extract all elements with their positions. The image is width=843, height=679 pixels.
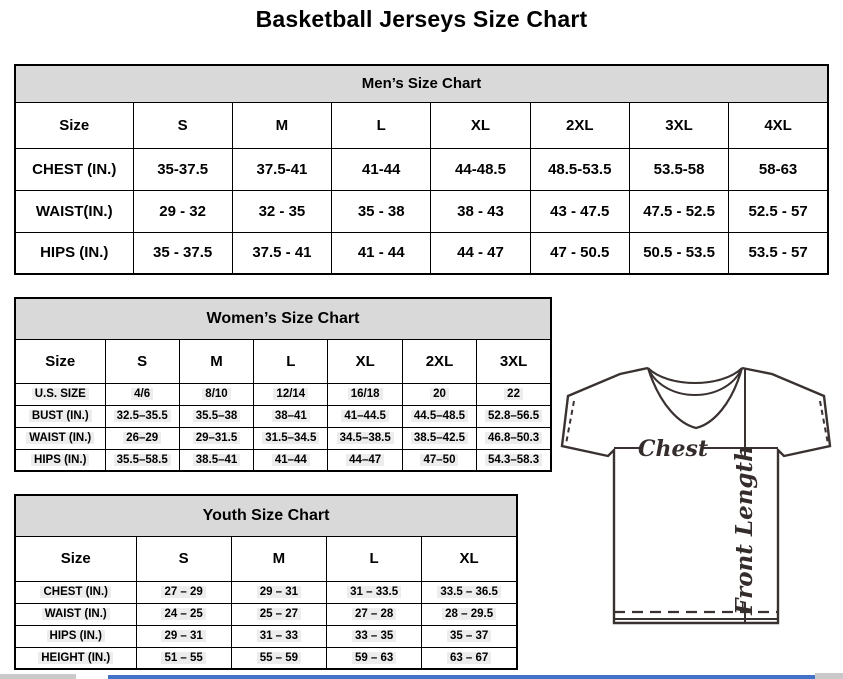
column-header: S bbox=[136, 536, 231, 581]
table-cell bbox=[327, 603, 422, 625]
cell-value: 51 – 55 bbox=[161, 652, 205, 664]
table-row bbox=[15, 405, 551, 427]
column-header: L bbox=[332, 102, 431, 148]
table-cell bbox=[328, 449, 402, 471]
table-cell bbox=[179, 405, 253, 427]
table-row bbox=[15, 625, 517, 647]
table-cell bbox=[402, 383, 476, 405]
cell-value: 29 – 31 bbox=[161, 630, 205, 642]
table-cell bbox=[136, 625, 231, 647]
table-cell bbox=[231, 581, 326, 603]
column-header: 2XL bbox=[402, 339, 476, 383]
table-cell bbox=[136, 647, 231, 669]
table-row bbox=[15, 298, 551, 339]
table-cell bbox=[422, 647, 517, 669]
cell-value: 22 bbox=[504, 388, 523, 400]
front-length-label: Front Length bbox=[731, 445, 758, 615]
cell-value: 52.8–56.5 bbox=[485, 410, 542, 422]
table-cell bbox=[179, 383, 253, 405]
row-label-text: WAIST (IN.) bbox=[42, 608, 110, 620]
table-cell: 53.5 - 57 bbox=[729, 232, 828, 274]
jersey-measurement-diagram bbox=[556, 360, 838, 628]
table-cell bbox=[422, 625, 517, 647]
table-cell: 44 - 47 bbox=[431, 232, 530, 274]
column-header: XL bbox=[431, 102, 530, 148]
cell-value: 44–47 bbox=[346, 454, 384, 466]
table-cell: 48.5-53.5 bbox=[530, 148, 629, 190]
cell-value: 34.5–38.5 bbox=[337, 432, 394, 444]
chest-label: Chest bbox=[637, 436, 709, 462]
column-header: Size bbox=[15, 536, 136, 581]
mens-size-table bbox=[14, 64, 829, 275]
table-cell bbox=[105, 427, 179, 449]
table-cell: 35 - 37.5 bbox=[133, 232, 232, 274]
cell-value: 41–44 bbox=[272, 454, 310, 466]
cell-value: 44.5–48.5 bbox=[411, 410, 468, 422]
column-header: M bbox=[231, 536, 326, 581]
womens-table-title: Women’s Size Chart bbox=[15, 298, 551, 339]
row-label-text: BUST (IN.) bbox=[29, 410, 92, 422]
table-cell bbox=[105, 383, 179, 405]
column-header: 4XL bbox=[729, 102, 828, 148]
row-label: WAIST(IN.) bbox=[15, 190, 133, 232]
table-cell bbox=[179, 449, 253, 471]
row-label bbox=[15, 449, 105, 471]
column-header: M bbox=[179, 339, 253, 383]
table-row bbox=[15, 581, 517, 603]
table-cell: 29 - 32 bbox=[133, 190, 232, 232]
column-header: XL bbox=[422, 536, 517, 581]
column-header: M bbox=[232, 102, 331, 148]
table-row bbox=[15, 65, 828, 102]
table-cell: 35 - 38 bbox=[332, 190, 431, 232]
jersey-outline bbox=[562, 368, 830, 623]
cell-value: 59 – 63 bbox=[352, 652, 396, 664]
cell-value: 20 bbox=[430, 388, 449, 400]
table-cell: 50.5 - 53.5 bbox=[629, 232, 728, 274]
cell-value: 38.5–42.5 bbox=[411, 432, 468, 444]
table-row bbox=[15, 102, 828, 148]
cell-value: 33.5 – 36.5 bbox=[437, 586, 501, 598]
table-cell: 53.5-58 bbox=[629, 148, 728, 190]
table-row bbox=[15, 232, 828, 274]
table-cell bbox=[328, 383, 402, 405]
page-title: Basketball Jerseys Size Chart bbox=[255, 6, 588, 32]
youth-size-table bbox=[14, 494, 518, 670]
cell-value: 46.8–50.3 bbox=[485, 432, 542, 444]
collar-band-line bbox=[648, 368, 742, 383]
column-header: L bbox=[254, 339, 328, 383]
table-cell bbox=[254, 383, 328, 405]
table-cell bbox=[254, 427, 328, 449]
table-cell: 52.5 - 57 bbox=[729, 190, 828, 232]
table-cell bbox=[402, 405, 476, 427]
table-cell bbox=[328, 427, 402, 449]
row-label bbox=[15, 581, 136, 603]
row-label-text: HEIGHT (IN.) bbox=[38, 652, 113, 664]
table-cell bbox=[477, 383, 551, 405]
table-cell bbox=[327, 647, 422, 669]
cell-value: 27 – 29 bbox=[161, 586, 205, 598]
table-cell: 32 - 35 bbox=[232, 190, 331, 232]
mens-table-title: Men’s Size Chart bbox=[15, 65, 828, 102]
cell-value: 35.5–58.5 bbox=[114, 454, 171, 466]
cell-value: 12/14 bbox=[273, 388, 308, 400]
table-cell: 35-37.5 bbox=[133, 148, 232, 190]
cell-value: 16/18 bbox=[348, 388, 383, 400]
cell-value: 26–29 bbox=[123, 432, 161, 444]
cell-value: 55 – 59 bbox=[257, 652, 301, 664]
table-cell: 44-48.5 bbox=[431, 148, 530, 190]
table-row bbox=[15, 339, 551, 383]
table-cell bbox=[477, 427, 551, 449]
row-label-text: WAIST (IN.) bbox=[26, 432, 94, 444]
scrollbar-thumb[interactable] bbox=[108, 675, 839, 679]
womens-size-table bbox=[14, 297, 552, 472]
cell-value: 35.5–38 bbox=[193, 410, 241, 422]
row-label bbox=[15, 603, 136, 625]
cell-value: 28 – 29.5 bbox=[442, 608, 496, 620]
table-cell: 37.5-41 bbox=[232, 148, 331, 190]
table-cell: 47 - 50.5 bbox=[530, 232, 629, 274]
table-row bbox=[15, 383, 551, 405]
cell-value: 35 – 37 bbox=[447, 630, 491, 642]
row-label bbox=[15, 427, 105, 449]
row-label bbox=[15, 647, 136, 669]
cell-value: 38.5–41 bbox=[193, 454, 241, 466]
table-cell bbox=[231, 603, 326, 625]
table-row bbox=[15, 603, 517, 625]
table-row bbox=[15, 148, 828, 190]
cell-value: 31 – 33 bbox=[257, 630, 301, 642]
cell-value: 32.5–35.5 bbox=[114, 410, 171, 422]
table-cell: 38 - 43 bbox=[431, 190, 530, 232]
column-header: L bbox=[327, 536, 422, 581]
table-cell bbox=[231, 647, 326, 669]
cell-value: 38–41 bbox=[272, 410, 310, 422]
cell-value: 33 – 35 bbox=[352, 630, 396, 642]
row-label-text: CHEST (IN.) bbox=[40, 586, 111, 598]
cell-value: 4/6 bbox=[131, 388, 153, 400]
table-cell: 37.5 - 41 bbox=[232, 232, 331, 274]
cell-value: 54.3–58.3 bbox=[485, 454, 542, 466]
collar-band-line bbox=[648, 368, 742, 395]
table-cell: 47.5 - 52.5 bbox=[629, 190, 728, 232]
cell-value: 27 – 28 bbox=[352, 608, 396, 620]
table-cell bbox=[422, 603, 517, 625]
table-row bbox=[15, 495, 517, 536]
cell-value: 41–44.5 bbox=[341, 410, 389, 422]
table-cell bbox=[254, 405, 328, 427]
cell-value: 63 – 67 bbox=[447, 652, 491, 664]
row-label-text: HIPS (IN.) bbox=[47, 630, 105, 642]
table-cell bbox=[402, 449, 476, 471]
column-header: Size bbox=[15, 102, 133, 148]
table-cell: 41-44 bbox=[332, 148, 431, 190]
table-cell: 43 - 47.5 bbox=[530, 190, 629, 232]
table-cell bbox=[231, 625, 326, 647]
column-header: 2XL bbox=[530, 102, 629, 148]
table-cell bbox=[477, 405, 551, 427]
cell-value: 31.5–34.5 bbox=[262, 432, 319, 444]
cell-value: 31 – 33.5 bbox=[347, 586, 401, 598]
row-label-text: U.S. SIZE bbox=[32, 388, 89, 400]
column-header: Size bbox=[15, 339, 105, 383]
table-cell bbox=[477, 449, 551, 471]
column-header: 3XL bbox=[629, 102, 728, 148]
row-label bbox=[15, 383, 105, 405]
cell-value: 25 – 27 bbox=[257, 608, 301, 620]
table-row bbox=[15, 190, 828, 232]
table-cell bbox=[254, 449, 328, 471]
table-cell: 41 - 44 bbox=[332, 232, 431, 274]
cell-value: 29 – 31 bbox=[257, 586, 301, 598]
row-label bbox=[15, 625, 136, 647]
cell-value: 24 – 25 bbox=[161, 608, 205, 620]
table-cell bbox=[136, 603, 231, 625]
column-header: XL bbox=[328, 339, 402, 383]
row-label-text: HIPS (IN.) bbox=[31, 454, 89, 466]
row-label: HIPS (IN.) bbox=[15, 232, 133, 274]
table-row bbox=[15, 536, 517, 581]
row-label bbox=[15, 405, 105, 427]
table-row bbox=[15, 427, 551, 449]
cell-value: 8/10 bbox=[202, 388, 230, 400]
table-cell: 58-63 bbox=[729, 148, 828, 190]
column-header: S bbox=[105, 339, 179, 383]
table-row bbox=[15, 449, 551, 471]
row-label: CHEST (IN.) bbox=[15, 148, 133, 190]
scrollbar-track-left[interactable] bbox=[0, 674, 76, 679]
table-cell bbox=[179, 427, 253, 449]
table-cell bbox=[327, 581, 422, 603]
cell-value: 47–50 bbox=[420, 454, 458, 466]
scrollbar-corner bbox=[815, 673, 843, 679]
youth-table-title: Youth Size Chart bbox=[15, 495, 517, 536]
table-cell bbox=[328, 405, 402, 427]
table-cell bbox=[105, 449, 179, 471]
table-row bbox=[15, 647, 517, 669]
table-cell bbox=[105, 405, 179, 427]
column-header: 3XL bbox=[477, 339, 551, 383]
table-cell bbox=[136, 581, 231, 603]
table-cell bbox=[422, 581, 517, 603]
column-header: S bbox=[133, 102, 232, 148]
table-cell bbox=[327, 625, 422, 647]
table-cell bbox=[402, 427, 476, 449]
cell-value: 29–31.5 bbox=[193, 432, 241, 444]
